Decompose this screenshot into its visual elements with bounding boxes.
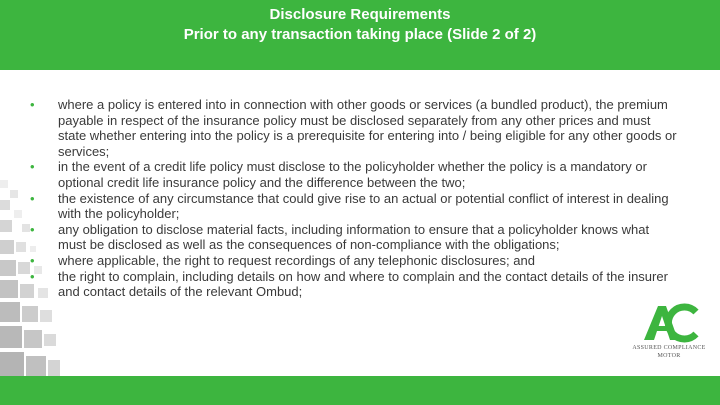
footer-bar [0,376,720,405]
list-item [30,159,680,190]
slide-title: Disclosure Requirements [269,6,451,23]
disclosure-bullet-list [30,97,680,300]
bullet-text: where a policy is entered into in connection with other goods or services (a bundled product), the premium payable in respect of the insurance policy must be disclosed separately from any other prices and must state whether entering into the policy is a prerequisite for entering into / being eligible for any other goods or services; [58,97,677,159]
bullet-text: in the event of a credit life policy must disclose to the policyholder whether the policy is a mandatory or optional credit life insurance policy and the difference between the two; [58,159,647,190]
bullet-text: where applicable, the right to request recordings of any telephonic disclosures; and [58,252,535,268]
company-logo [628,300,710,366]
list-item [30,253,680,269]
ac-logo-mark-icon [640,300,700,344]
list-item [30,191,680,222]
bullet-dot-icon: • [30,190,35,206]
list-item [30,222,680,253]
bullet-dot-icon: • [30,221,35,237]
bullet-text: any obligation to disclose material facts, including information to ensure that a policyholder knows what must be disclosed as well as the consequences of non-compliance with the obligations; [58,221,650,253]
bullet-text: the right to complain, including details on how and where to complain and the contact details of the insurer and contact details of the relevant Ombud; [58,268,668,300]
bullet-dot-icon: • [30,252,35,268]
bullet-text: the existence of any circumstance that could give rise to an actual or potential conflict of interest in dealing with the policyholder; [58,190,669,222]
company-name: ASSURED COMPLIANCE MOTOR [632,345,706,359]
bullet-dot-icon: • [30,159,35,175]
list-item [30,97,680,159]
title-banner [0,0,720,70]
bullet-dot-icon: • [30,97,35,112]
bullet-dot-icon: • [30,268,35,284]
slide-subtitle: Prior to any transaction taking place (Slide 2 of 2) [183,26,537,43]
list-item [30,269,680,300]
